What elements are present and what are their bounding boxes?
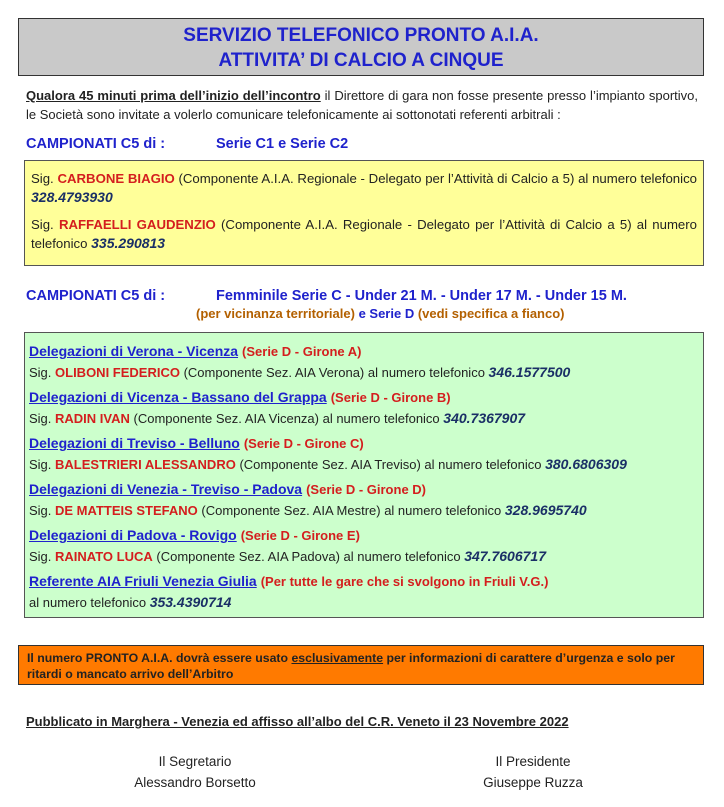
title-line-2: ATTIVITA’ DI CALCIO A CINQUE: [218, 50, 504, 71]
referee-prefix: Sig.: [29, 411, 56, 426]
intro-paragraph: [26, 87, 698, 124]
referee-prefix: Sig.: [31, 217, 59, 232]
referee-name: RAINATO LUCA: [55, 549, 153, 564]
signature-name: Giuseppe Ruzza: [483, 775, 583, 790]
girone-label: (Serie D - Girone A): [242, 344, 362, 359]
phone-number: 353.4390714: [149, 594, 232, 610]
urgent-notice: [18, 645, 704, 685]
referee-desc: (Componente Sez. AIA Mestre) al numero telefonico: [197, 503, 505, 518]
girone-label: (Serie D - Girone D): [306, 482, 427, 497]
referee-name: OLIBONI FEDERICO: [55, 365, 180, 380]
girone-label: (Serie D - Girone B): [330, 390, 451, 405]
delegation-title-link[interactable]: Delegazioni di Verona - Vicenza: [29, 343, 239, 359]
referee-name: RAFFAELLI GAUDENZIO: [58, 217, 216, 232]
championship-subheading: [196, 306, 565, 321]
phone-number: 380.6806309: [545, 456, 627, 472]
regional-referees-box: [24, 160, 704, 266]
signature-role: Il Segretario: [158, 754, 232, 769]
delegation-title-link[interactable]: Delegazioni di Treviso - Belluno: [29, 435, 240, 451]
delegation-item: [29, 571, 699, 613]
referee-desc: (Componente Sez. AIA Treviso) al numero telefonico: [235, 457, 546, 472]
notice-underlined: esclusivamente: [291, 651, 384, 665]
referee-desc: al numero telefonico: [29, 595, 150, 610]
referee-prefix: Sig.: [29, 503, 56, 518]
phone-number: 340.7367907: [443, 410, 526, 426]
referee-desc: (Componente Sez. AIA Vicenza) al numero telefonico: [129, 411, 444, 426]
girone-label: (Serie D - Girone C): [243, 436, 364, 451]
girone-label: (Serie D - Girone E): [240, 528, 360, 543]
referee-desc: (Componente A.I.A. Regionale - Delegato per l’Attività di Calcio a 5) al numero telefonico: [31, 217, 697, 251]
referee-name: DE MATTEIS STEFANO: [55, 503, 198, 518]
delegation-title-link[interactable]: Delegazioni di Padova - Rovigo: [29, 527, 237, 543]
delegation-item: [29, 433, 699, 475]
championship-label: CAMPIONATI C5 di :: [26, 136, 166, 152]
referee-prefix: Sig.: [31, 171, 58, 186]
referee-desc: (Componente Sez. AIA Padova) al numero telefonico: [152, 549, 465, 564]
signature-secretary: [110, 751, 280, 793]
delegation-item: [29, 525, 699, 567]
title-line-1: SERVIZIO TELEFONICO PRONTO A.I.A.: [183, 25, 539, 46]
referee-name: BALESTRIERI ALESSANDRO: [55, 457, 236, 472]
championship-value: Femminile Serie C - Under 21 M. - Under 17 M. - Under 15 M.: [216, 288, 627, 304]
notice-part-2: per informazioni di carattere d’urgenza e solo per ritardi o mancato arrivo dell’Arbitro: [27, 651, 675, 681]
intro-rest: il Direttore di gara non fosse presente presso l’impianto sportivo, le Società sono invitate a volerlo comunicare telefonicamente ai sottonotati referenti arbitrali :: [26, 88, 699, 122]
delegation-item: [29, 387, 699, 429]
referee-name: RADIN IVAN: [55, 411, 130, 426]
referee-desc: (Componente Sez. AIA Verona) al numero telefonico: [179, 365, 489, 380]
phone-number: 328.4793930: [31, 189, 113, 205]
referee-desc: (Componente A.I.A. Regionale - Delegato per l’Attività di Calcio a 5) al numero telefonico: [174, 171, 698, 186]
delegation-item: [29, 479, 699, 521]
sub-paren-1: (per vicinanza territoriale): [196, 306, 355, 321]
girone-label: (Per tutte le gare che si svolgono in Friuli V.G.): [260, 574, 549, 589]
signature-president: [448, 751, 618, 793]
publication-note: Pubblicato in Marghera - Venezia ed affisso all’albo del C.R. Veneto il 23 Novembre 2022: [26, 714, 569, 729]
delegation-title-link[interactable]: Delegazioni di Venezia - Treviso - Padova: [29, 481, 303, 497]
signature-name: Alessandro Borsetto: [134, 775, 256, 790]
championship-heading-2: [26, 288, 627, 304]
delegation-title-link[interactable]: Delegazioni di Vicenza - Bassano del Grappa: [29, 389, 327, 405]
delegations-box: [24, 332, 704, 618]
phone-number: 347.7606717: [464, 548, 546, 564]
intro-underlined: Qualora 45 minuti prima dell’inizio dell’incontro: [26, 88, 321, 103]
referee-entry: [31, 215, 697, 253]
delegation-title-link[interactable]: Referente AIA Friuli Venezia Giulia: [29, 573, 257, 589]
phone-number: 346.1577500: [488, 364, 571, 380]
referee-prefix: Sig.: [29, 549, 56, 564]
phone-number: 328.9695740: [504, 502, 587, 518]
title-banner: [18, 18, 704, 76]
phone-number: 335.290813: [91, 235, 166, 251]
notice-part-1: Il numero PRONTO A.I.A. dovrà essere usato: [27, 651, 292, 665]
championship-heading-1: [26, 136, 348, 152]
signature-role: Il Presidente: [495, 754, 571, 769]
referee-name: CARBONE BIAGIO: [57, 171, 175, 186]
sub-paren-2: (vedi specifica a fianco): [417, 306, 565, 321]
sub-mid: e Serie D: [354, 306, 418, 321]
delegation-item: [29, 341, 699, 383]
referee-entry: [31, 169, 697, 207]
referee-prefix: Sig.: [29, 457, 56, 472]
referee-prefix: Sig.: [29, 365, 56, 380]
championship-label: CAMPIONATI C5 di :: [26, 288, 166, 304]
championship-value: Serie C1 e Serie C2: [216, 136, 349, 152]
